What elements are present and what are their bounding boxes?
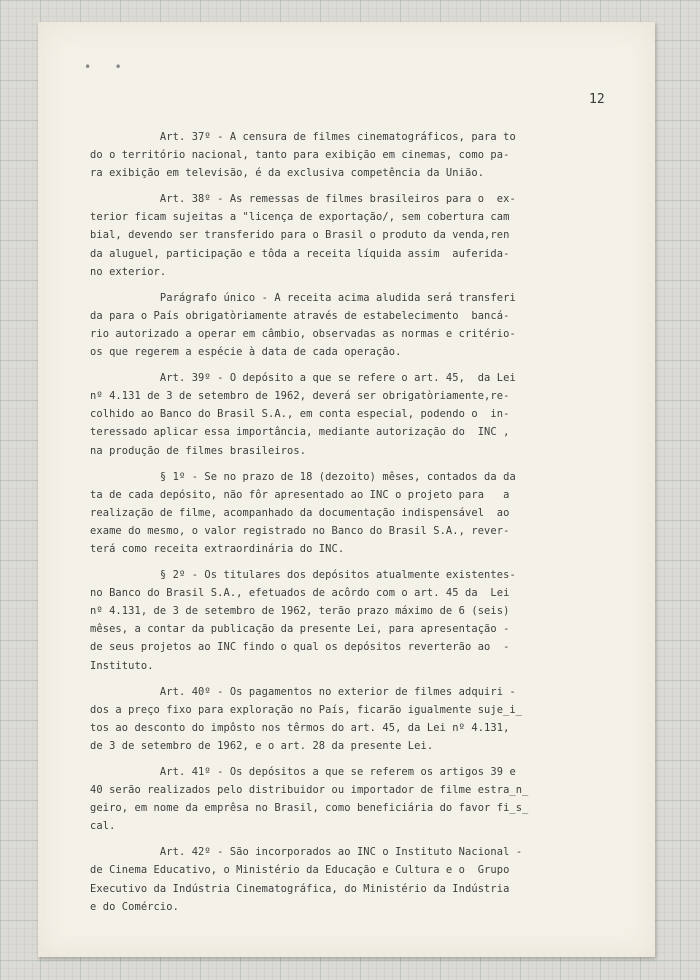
text-line: terá como receita extraordinária do INC. bbox=[90, 542, 345, 555]
document-body bbox=[90, 128, 638, 924]
text-line: Art. 41º - Os depósitos a que se referem os artigos 39 e bbox=[90, 766, 516, 778]
paragraph bbox=[90, 683, 638, 755]
text-line: teressado aplicar essa importância, mediante autorização do INC , bbox=[90, 426, 510, 439]
paragraph bbox=[90, 843, 638, 915]
text-line: os que regerem a espécie à data de cada operação. bbox=[90, 346, 402, 359]
text-line: Art. 37º - A censura de filmes cinematográficos, para to bbox=[90, 131, 516, 143]
text-line: ta de cada depósito, não fôr apresentado ao INC o projeto para a bbox=[90, 488, 510, 501]
text-line: da para o País obrigatòriamente através de estabelecimento bancá- bbox=[90, 309, 510, 322]
document-page bbox=[38, 22, 655, 957]
text-line: rio autorizado a operar em câmbio, observadas as normas e critério- bbox=[90, 327, 516, 340]
paragraph bbox=[90, 468, 638, 558]
text-line: mêses, a contar da publicação da presente Lei, para apresentação - bbox=[90, 623, 510, 636]
text-line: do o território nacional, tanto para exibição em cinemas, como pa- bbox=[90, 149, 510, 162]
text-line: e do Comércio. bbox=[90, 900, 179, 913]
text-line: terior ficam sujeitas a "licença de exportação/, sem cobertura cam bbox=[90, 211, 510, 224]
text-line: geiro, em nome da emprêsa no Brasil, como beneficiária do favor fi̲s̲ bbox=[90, 802, 529, 815]
text-line: Art. 38º - As remessas de filmes brasileiros para o ex- bbox=[90, 193, 516, 206]
text-line: ra exibição em televisão, é da exclusiva competência da União. bbox=[90, 167, 485, 180]
text-line: nº 4.131, de 3 de setembro de 1962, terão prazo máximo de 6 (seis) bbox=[90, 605, 510, 618]
text-line: de seus projetos ao INC findo o qual os depósitos reverterão ao - bbox=[90, 641, 510, 654]
text-line: realização de filme, acompanhado da documentação indispensável ao bbox=[90, 506, 510, 519]
text-line: no Banco do Brasil S.A., efetuados de acôrdo com o art. 45 da Lei bbox=[90, 587, 510, 600]
text-line: no exterior. bbox=[90, 265, 167, 278]
text-line: 40 serão realizados pelo distribuidor ou importador de filme estra̲n̲ bbox=[90, 784, 529, 797]
text-line: de 3 de setembro de 1962, e o art. 28 da presente Lei. bbox=[90, 739, 434, 752]
text-line: exame do mesmo, o valor registrado no Banco do Brasil S.A., rever- bbox=[90, 524, 510, 537]
text-line: de Cinema Educativo, o Ministério da Educação e Cultura e o Grupo bbox=[90, 864, 510, 877]
text-line: da aluguel, participação e tôda a receita líquida assim auferida- bbox=[90, 247, 510, 260]
text-line: nº 4.131 de 3 de setembro de 1962, deverá ser obrigatòriamente,re- bbox=[90, 390, 510, 403]
paragraph bbox=[90, 128, 638, 182]
text-line: na produção de filmes brasileiros. bbox=[90, 444, 307, 457]
text-line: Art. 42º - São incorporados ao INC o Instituto Nacional - bbox=[90, 846, 523, 859]
paragraph bbox=[90, 369, 638, 459]
text-line: Executivo da Indústria Cinematográfica, do Ministério da Indústria bbox=[90, 882, 510, 895]
text-line: colhido ao Banco do Brasil S.A., em conta especial, podendo o in- bbox=[90, 408, 510, 421]
page-number: 12 bbox=[589, 92, 605, 107]
text-line: tos ao desconto do impôsto nos têrmos do art. 45, da Lei nº 4.131, bbox=[90, 721, 510, 734]
text-line: dos a preço fixo para exploração no País, ficarão igualmente suje̲i̲ bbox=[90, 703, 522, 716]
corner-marks: • • bbox=[84, 60, 130, 74]
text-line: Parágrafo único - A receita acima aludida será transferi bbox=[90, 291, 516, 304]
text-line: Instituto. bbox=[90, 659, 154, 672]
text-line: Art. 40º - Os pagamentos no exterior de filmes adquiri - bbox=[90, 685, 516, 698]
text-line: § 2º - Os titulares dos depósitos atualmente existentes- bbox=[90, 569, 516, 582]
paragraph bbox=[90, 566, 638, 675]
text-line: § 1º - Se no prazo de 18 (dezoito) mêses, contados da da bbox=[90, 470, 516, 483]
text-line: Art. 39º - O depósito a que se refere o art. 45, da Lei bbox=[90, 372, 516, 385]
paragraph bbox=[90, 190, 638, 280]
paragraph bbox=[90, 763, 638, 835]
text-line: cal. bbox=[90, 820, 116, 833]
text-line: bial, devendo ser transferido para o Brasil o produto da venda,ren bbox=[90, 229, 510, 242]
paragraph bbox=[90, 289, 638, 361]
